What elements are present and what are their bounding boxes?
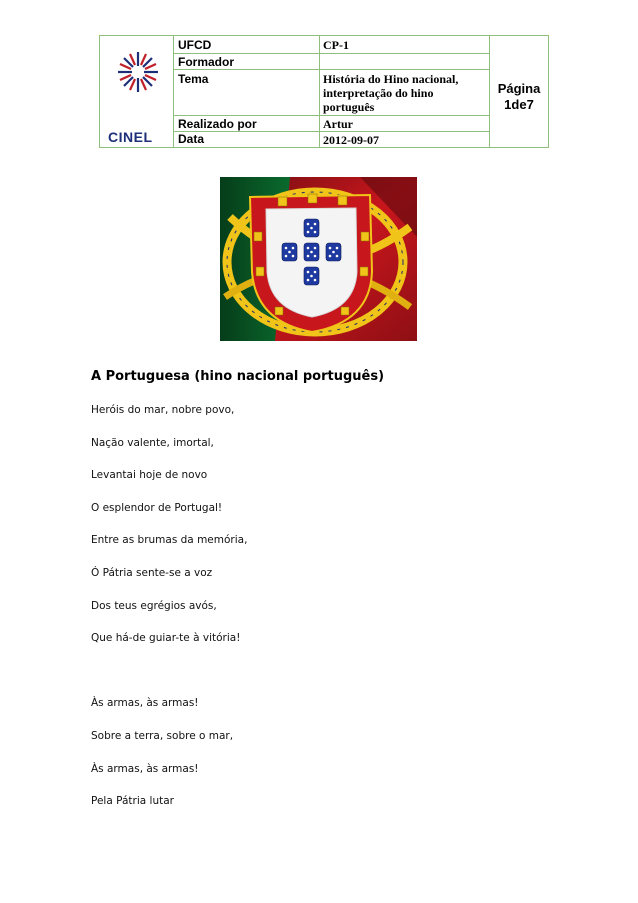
verse-line: O esplendor de Portugal! xyxy=(91,502,223,514)
label-formador: Formador xyxy=(178,55,235,69)
row-ufcd xyxy=(174,36,489,54)
page-value: 1de7 xyxy=(504,97,534,112)
page-number-cell xyxy=(489,36,548,147)
verse-line: Heróis do mar, nobre povo, xyxy=(91,404,235,416)
verse-line: Às armas, às armas! xyxy=(91,763,199,775)
value-data: 2012-09-07 xyxy=(319,132,487,147)
logo-cell xyxy=(100,36,174,147)
row-data xyxy=(174,132,489,147)
verse-line: Nação valente, imortal, xyxy=(91,437,214,449)
label-data: Data xyxy=(178,132,205,146)
verse-line: Ó Pátria sente-se a voz xyxy=(91,567,213,579)
value-formador xyxy=(319,54,487,69)
document-title: A Portuguesa (hino nacional português) xyxy=(91,369,385,384)
value-ufcd: CP-1 xyxy=(319,36,487,53)
row-tema xyxy=(174,70,489,116)
verse-line: Sobre a terra, sobre o mar, xyxy=(91,730,234,742)
value-tema: História do Hino nacional, interpretação do hino português xyxy=(319,70,487,115)
verse-line: Levantai hoje de novo xyxy=(91,469,208,481)
verse-line: Dos teus egrégios avós, xyxy=(91,600,217,612)
row-formador xyxy=(174,54,489,70)
label-realizado-por: Realizado por xyxy=(178,117,257,131)
label-tema: Tema xyxy=(178,72,209,86)
document-header-table xyxy=(99,35,549,148)
verse-line: Entre as brumas da memória, xyxy=(91,534,248,546)
verse-line: Que há-de guiar-te à vitória! xyxy=(91,632,241,644)
value-realizado-por: Artur xyxy=(319,116,487,131)
cinel-logo-icon xyxy=(116,50,160,94)
label-ufcd: UFCD xyxy=(178,38,212,52)
page-label: Página xyxy=(497,81,541,96)
row-realizado-por xyxy=(174,116,489,132)
verse-line: Às armas, às armas! xyxy=(91,697,199,709)
verse-line: Pela Pátria lutar xyxy=(91,795,174,807)
portuguese-flag-image xyxy=(220,177,417,341)
logo-text: CINEL xyxy=(108,129,153,145)
